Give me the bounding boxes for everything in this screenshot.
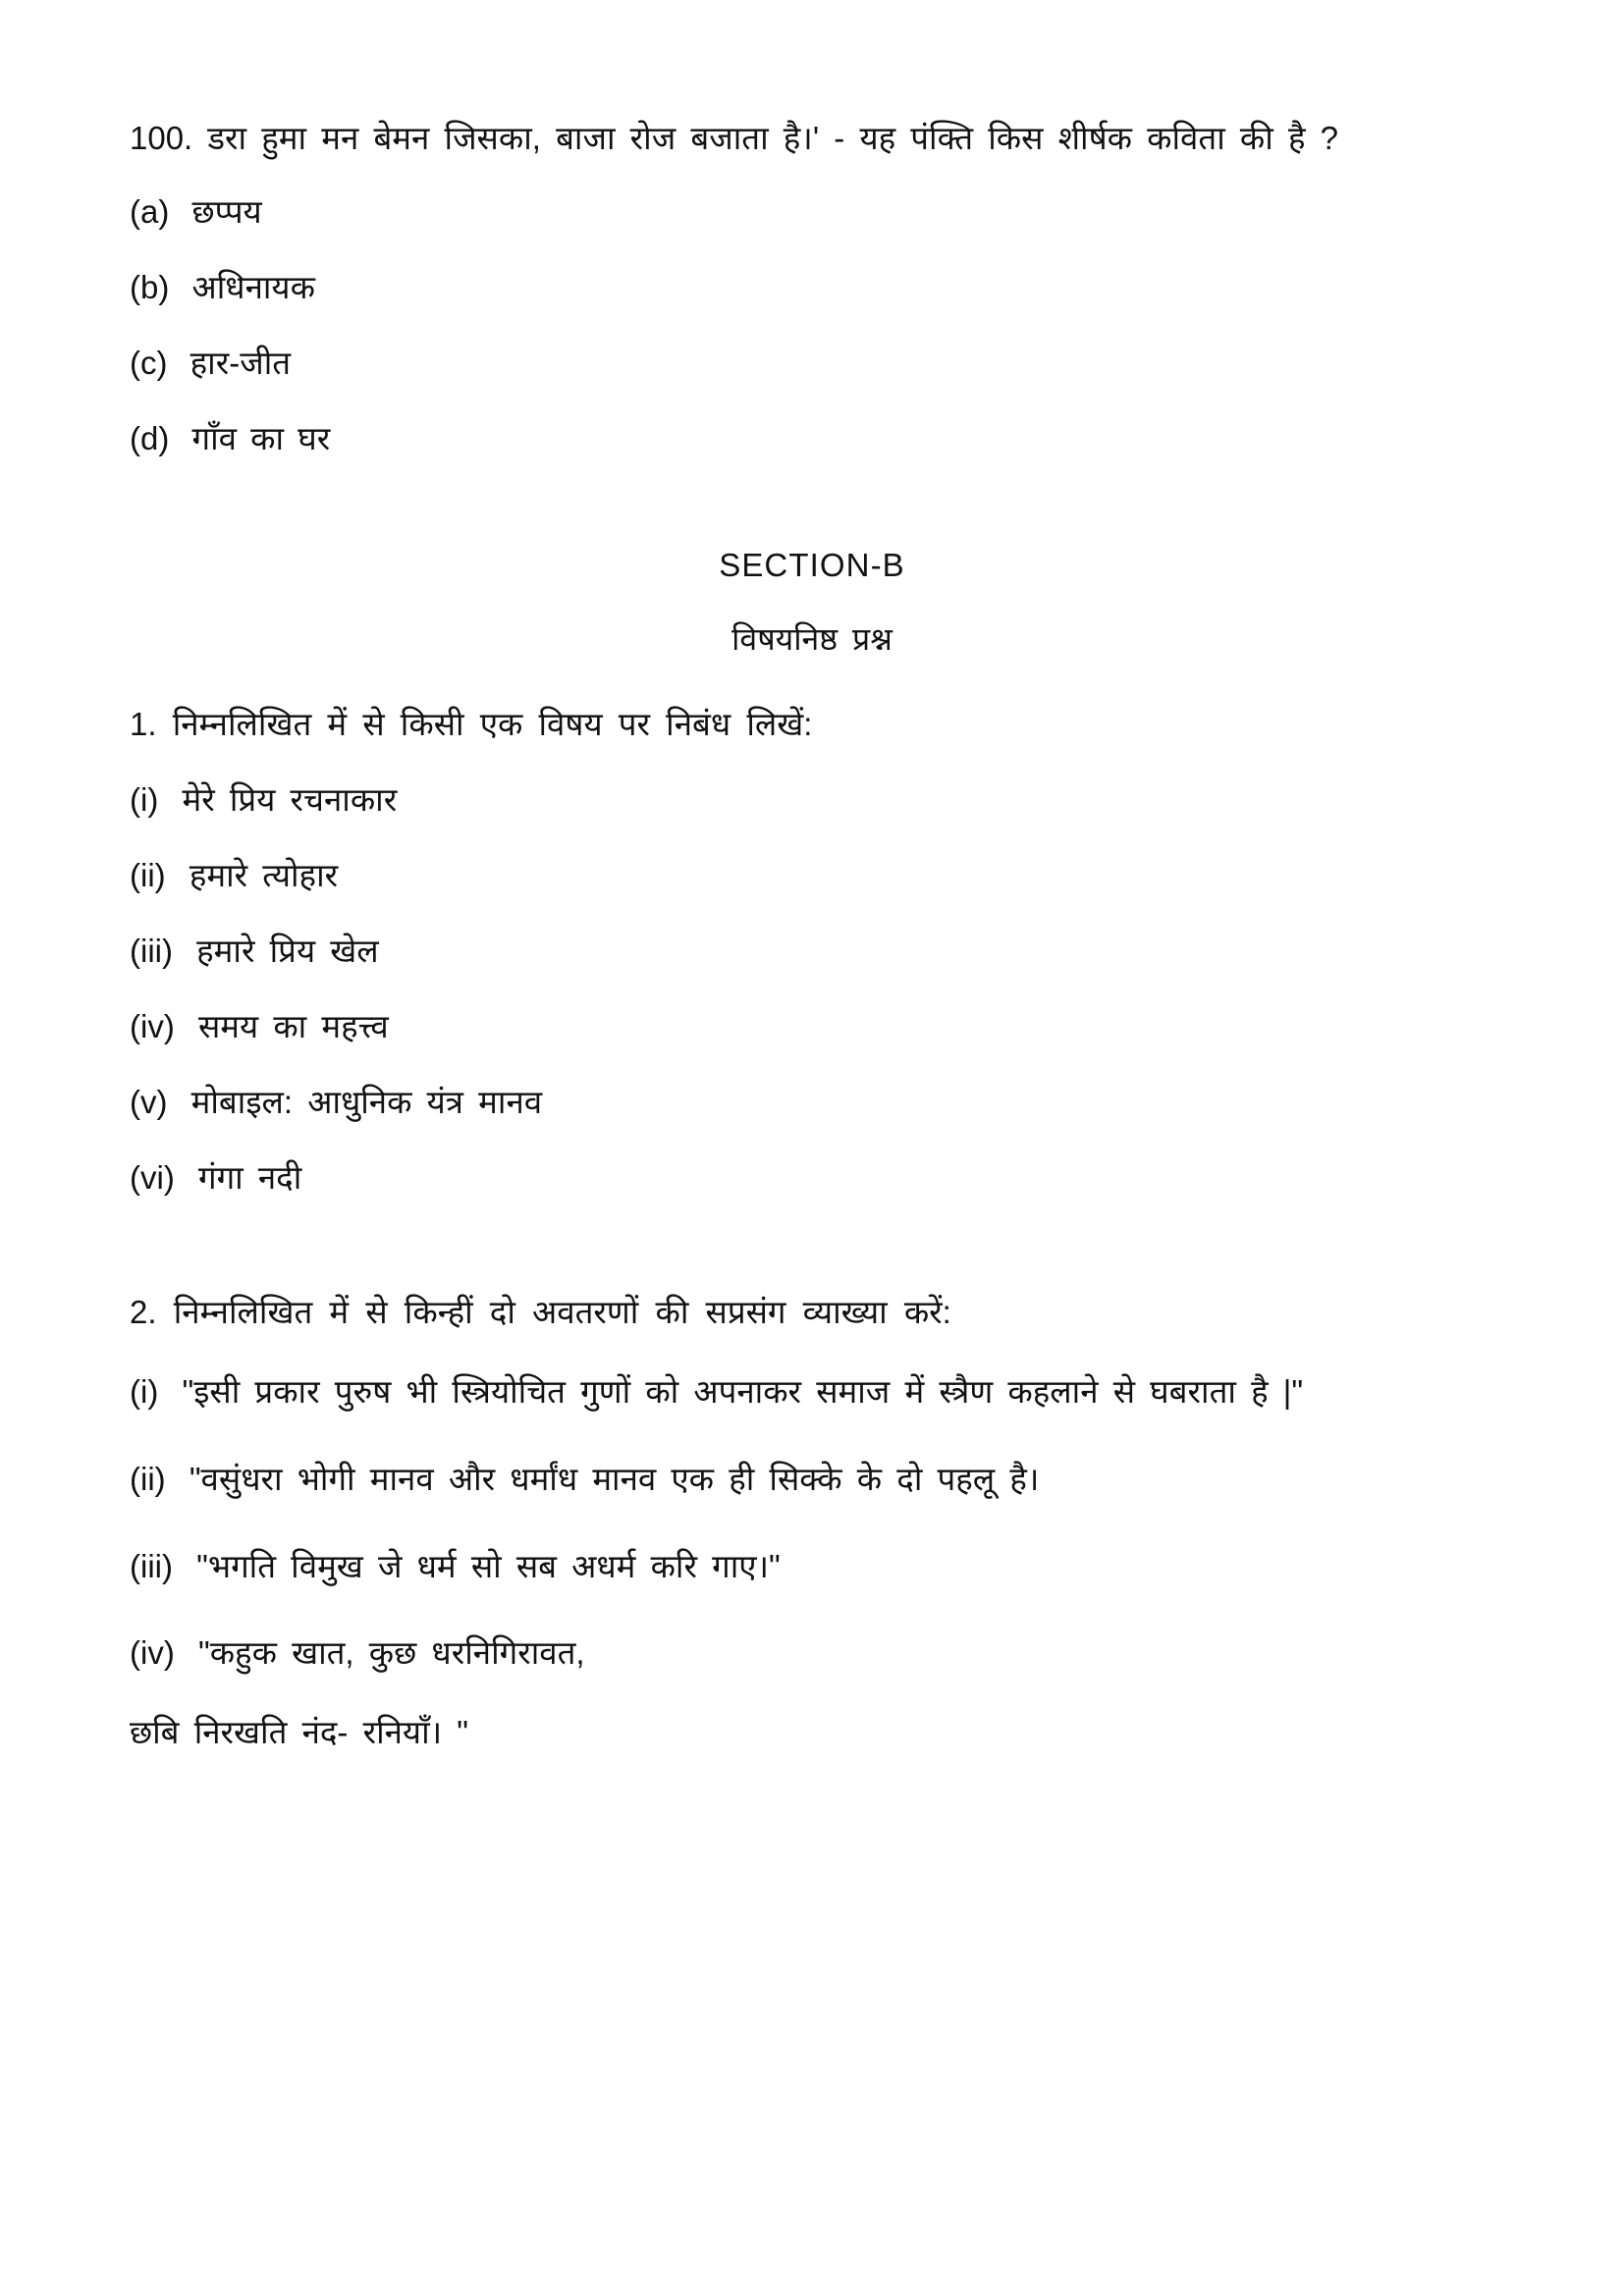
question-1-topic-v xyxy=(130,1083,1494,1120)
question-1-topic-iv xyxy=(130,1007,1494,1044)
question-1-topic-i xyxy=(130,780,1494,818)
question-1-topic-vi xyxy=(130,1158,1494,1196)
question-2-passage-i xyxy=(130,1369,1494,1415)
question-1-topic-ii-text: हमारे त्योहार xyxy=(189,856,339,893)
mcq-option-d[interactable] xyxy=(130,419,1494,456)
mcq-option-b-label: अधिनायक xyxy=(191,268,315,305)
mcq-option-c-marker: (c) xyxy=(130,344,168,381)
question-1-prompt: 1. निम्नलिखित में से किसी एक विषय पर निबंध लिखें: xyxy=(130,705,813,742)
section-subtitle: विषयनिष्ठ प्रश्न xyxy=(731,620,893,657)
question-1-topic-ii-marker: (ii) xyxy=(130,856,166,893)
mcq-question-number: 100. xyxy=(130,120,193,156)
question-2-passage-iii-marker: (iii) xyxy=(130,1547,173,1584)
question-2-passage-ii xyxy=(130,1457,1494,1503)
question-1-topic-v-marker: (v) xyxy=(130,1083,168,1120)
question-1-topic-i-marker: (i) xyxy=(130,780,159,818)
mcq-option-b-marker: (b) xyxy=(130,268,170,305)
question-2-passage-iv-text: "कहुक खात, कुछ धरनिगिरावत, xyxy=(197,1634,585,1672)
question-1-topic-iv-text: समय का महत्त्व xyxy=(197,1007,389,1044)
question-1-topic-iv-marker: (iv) xyxy=(130,1007,175,1044)
question-2-passages-list xyxy=(130,1369,1494,1677)
section-title: SECTION-B xyxy=(719,546,905,583)
mcq-option-c-label: हार-जीत xyxy=(189,344,292,381)
section-heading-block xyxy=(130,546,1494,657)
mcq-option-d-label: गाँव का घर xyxy=(191,419,331,456)
mcq-option-a-label: छप्पय xyxy=(191,192,262,230)
question-1-topic-iii-text: हमारे प्रिय खेल xyxy=(196,932,379,969)
question-1-topic-i-text: मेरे प्रिय रचनाकार xyxy=(182,780,398,818)
question-2-passage-iv xyxy=(130,1630,1494,1677)
question-1-topics-list xyxy=(130,780,1494,1196)
mcq-option-a[interactable] xyxy=(130,192,1494,230)
question-2-passage-i-text: "इसी प्रकार पुरुष भी स्त्रियोचित गुणों को अपनाकर समाज में स्त्रैण कहलाने से घबराता है |" xyxy=(182,1372,1304,1410)
question-1-topic-vi-marker: (vi) xyxy=(130,1158,175,1196)
mcq-option-c[interactable] xyxy=(130,344,1494,381)
question-2-passage-i-marker: (i) xyxy=(130,1372,159,1410)
question-1-topic-v-text: मोबाइल: आधुनिक यंत्र मानव xyxy=(190,1083,543,1120)
question-1-topic-vi-text: गंगा नदी xyxy=(197,1158,302,1196)
question-2-passage-iii xyxy=(130,1544,1494,1590)
mcq-option-a-marker: (a) xyxy=(130,192,170,230)
mcq-option-b[interactable] xyxy=(130,268,1494,305)
mcq-options-list xyxy=(130,192,1494,456)
question-1-block xyxy=(130,705,1494,1196)
question-2-block xyxy=(130,1293,1494,1751)
question-1-topic-iii xyxy=(130,934,1494,967)
mcq-question-text: डरा हुमा मन बेमन जिसका, बाजा रोज बजाता है।' - यह पंक्ति किस शीर्षक कविता की है ? xyxy=(207,120,1339,156)
question-2-passage-ii-text: "वसुंधरा भोगी मानव और धर्मांध मानव एक ही सिक्के के दो पहलू है। xyxy=(189,1460,1040,1497)
mcq-question-stem xyxy=(130,116,1494,162)
question-1-topic-ii xyxy=(130,856,1494,893)
question-2-prompt: 2. निम्नलिखित में से किन्हीं दो अवतरणों की सप्रसंग व्याख्या करें: xyxy=(130,1293,951,1330)
question-2-passage-iv-marker: (iv) xyxy=(130,1634,175,1672)
mcq-question-block xyxy=(130,116,1494,454)
question-2-passage-iv-continuation: छबि निरखति नंद- रनियाँ। " xyxy=(130,1714,469,1751)
question-1-topic-iii-marker: (iii) xyxy=(130,932,173,969)
question-2-passage-iii-text: "भगति विमुख जे धर्म सो सब अधर्म करि गाए।" xyxy=(196,1547,781,1584)
question-2-passage-ii-marker: (ii) xyxy=(130,1460,166,1497)
mcq-option-d-marker: (d) xyxy=(130,419,170,456)
document-body xyxy=(130,116,1494,1751)
